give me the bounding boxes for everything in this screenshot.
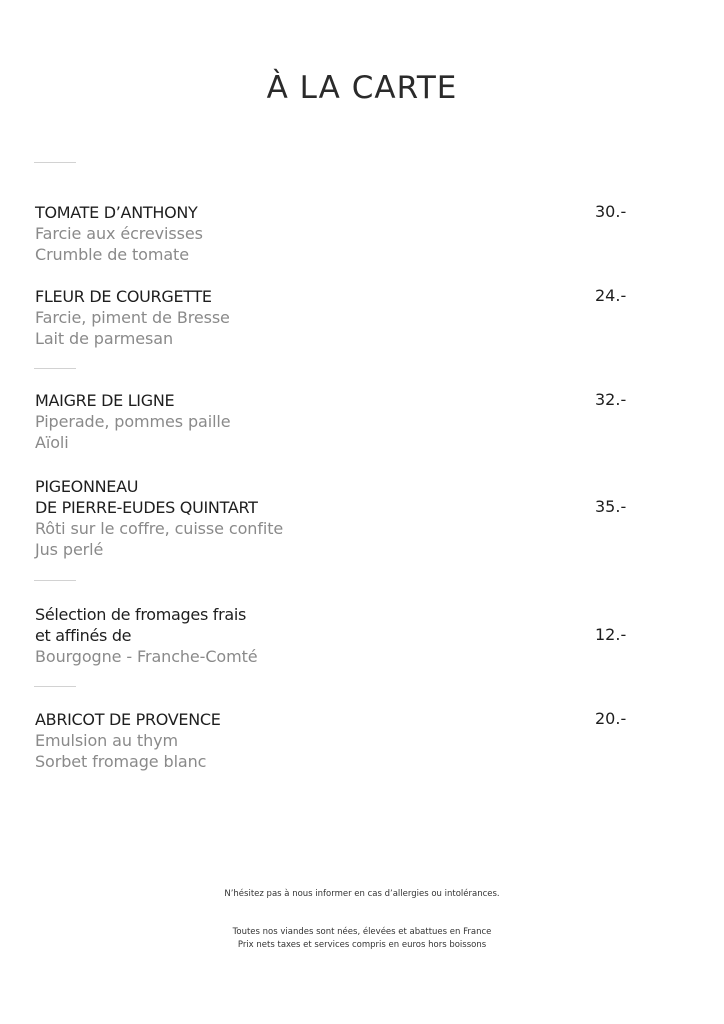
dish-description: Farcie aux écrevisses — [35, 224, 203, 243]
dish-description: Aïoli — [35, 433, 69, 452]
divider — [34, 162, 76, 163]
dish-name: ABRICOT DE PROVENCE — [35, 710, 221, 729]
price-info-note: Prix nets taxes et services compris en euros hors boissons — [237, 940, 487, 950]
dish-description: Crumble de tomate — [35, 245, 189, 264]
dish-description: Lait de parmesan — [35, 329, 173, 348]
page-title: À LA CARTE — [266, 70, 458, 106]
menu-item — [35, 709, 635, 772]
dish-price: 30.- — [595, 202, 627, 221]
divider — [34, 368, 76, 369]
dish-price: 35.- — [595, 497, 627, 516]
dish-name: Sélection de fromages frais — [35, 605, 247, 624]
allergy-note: N’hésitez pas à nous informer en cas d’allergies ou intolérances. — [224, 889, 500, 899]
menu-item — [35, 286, 635, 349]
menu-item — [35, 604, 635, 667]
dish-price: 24.- — [595, 286, 627, 305]
divider — [34, 686, 76, 687]
dish-description: Rôti sur le coffre, cuisse confite — [35, 519, 284, 538]
dish-description: Farcie, piment de Bresse — [35, 308, 230, 327]
divider — [34, 580, 76, 581]
dish-description: Jus perlé — [35, 540, 104, 559]
menu-item — [35, 390, 635, 453]
meat-origin-note: Toutes nos viandes sont nées, élevées et abattues en France — [232, 927, 492, 937]
dish-description: Bourgogne - Franche-Comté — [35, 647, 258, 666]
dish-name-continued: et affinés de — [35, 626, 132, 645]
dish-description: Piperade, pommes paille — [35, 412, 231, 431]
dish-name: FLEUR DE COURGETTE — [35, 287, 212, 306]
dish-description: Sorbet fromage blanc — [35, 752, 207, 771]
dish-price: 20.- — [595, 709, 627, 728]
dish-name: MAIGRE DE LIGNE — [35, 391, 175, 410]
dish-price: 32.- — [595, 390, 627, 409]
dish-description: Emulsion au thym — [35, 731, 178, 750]
dish-name: TOMATE D’ANTHONY — [35, 203, 198, 222]
menu-item — [35, 202, 635, 265]
menu-item — [35, 476, 635, 560]
dish-name: PIGEONNEAU — [35, 477, 139, 496]
dish-name-continued: DE PIERRE-EUDES QUINTART — [35, 498, 258, 517]
dish-price: 12.- — [595, 625, 627, 644]
